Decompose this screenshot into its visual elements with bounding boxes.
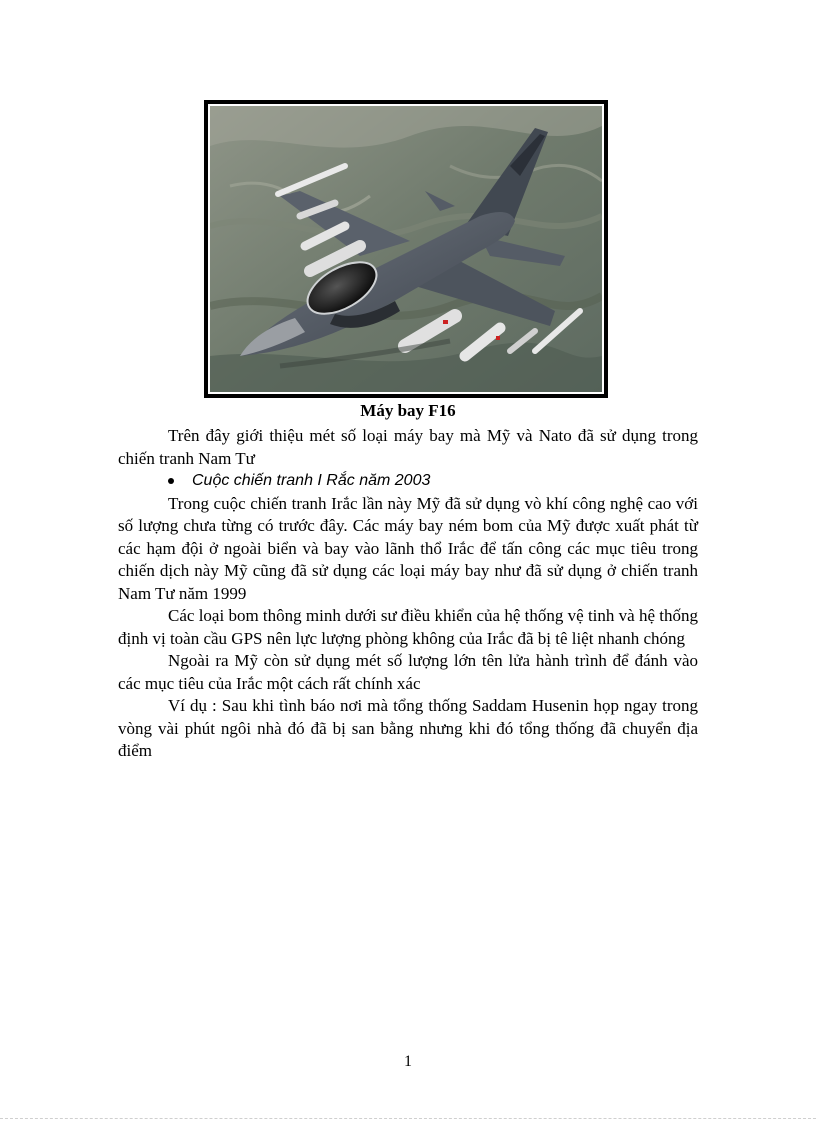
paragraph-example: Ví dụ : Sau khi tình báo nơi mà tổng thống Saddam Husenin họp ngay trong vòng vài phút ngôi nhà đó đã bị san bằng nhưng khi đó tổng thống đã chuyển địa điểm [118, 696, 698, 760]
paragraph-intro: Trên đây giới thiệu mét số loại máy bay mà Mỹ và Nato đã sử dụng trong chiến tranh Nam Tư [118, 426, 698, 468]
figure-caption: Máy bay F16 [360, 401, 456, 420]
bullet-text: Cuộc chiến tranh I Rắc năm 2003 [192, 472, 431, 489]
page-bottom-divider [0, 1118, 816, 1119]
bullet-item [118, 470, 698, 493]
paragraph-cruise-missiles: Ngoài ra Mỹ còn sử dụng mét số lượng lớn tên lửa hành trình để đánh vào các mục tiêu của Irắc một cách rất chính xác [118, 651, 698, 693]
bullet-icon [168, 478, 174, 484]
page-number: 1 [404, 1053, 412, 1070]
paragraph-smart-bombs: Các loại bom thông minh dưới sư điều khiển của hệ thống vệ tinh và hệ thống định vị toàn cầu GPS nên lực lượng phòng không của Irắc đã bị tê liệt nhanh chóng [118, 606, 698, 648]
f16-photo-frame [204, 100, 608, 398]
body-text [118, 425, 698, 763]
paragraph-iraq-war: Trong cuộc chiến tranh Irắc lần này Mỹ đã sử dụng vò khí công nghệ cao với số lượng chưa từng có trước đây. Các máy bay ném bom của Mỹ được xuất phát từ các hạm đội ở ngoài biển và bay vào lãnh thổ Irắc để tấn công các mục tiêu trong chiến dịch này Mỹ cũng đã sử dụng các loại máy bay như đã sử dụng ở chiến tranh Nam Tư năm 1999 [118, 493, 698, 603]
f16-photo [208, 104, 604, 394]
